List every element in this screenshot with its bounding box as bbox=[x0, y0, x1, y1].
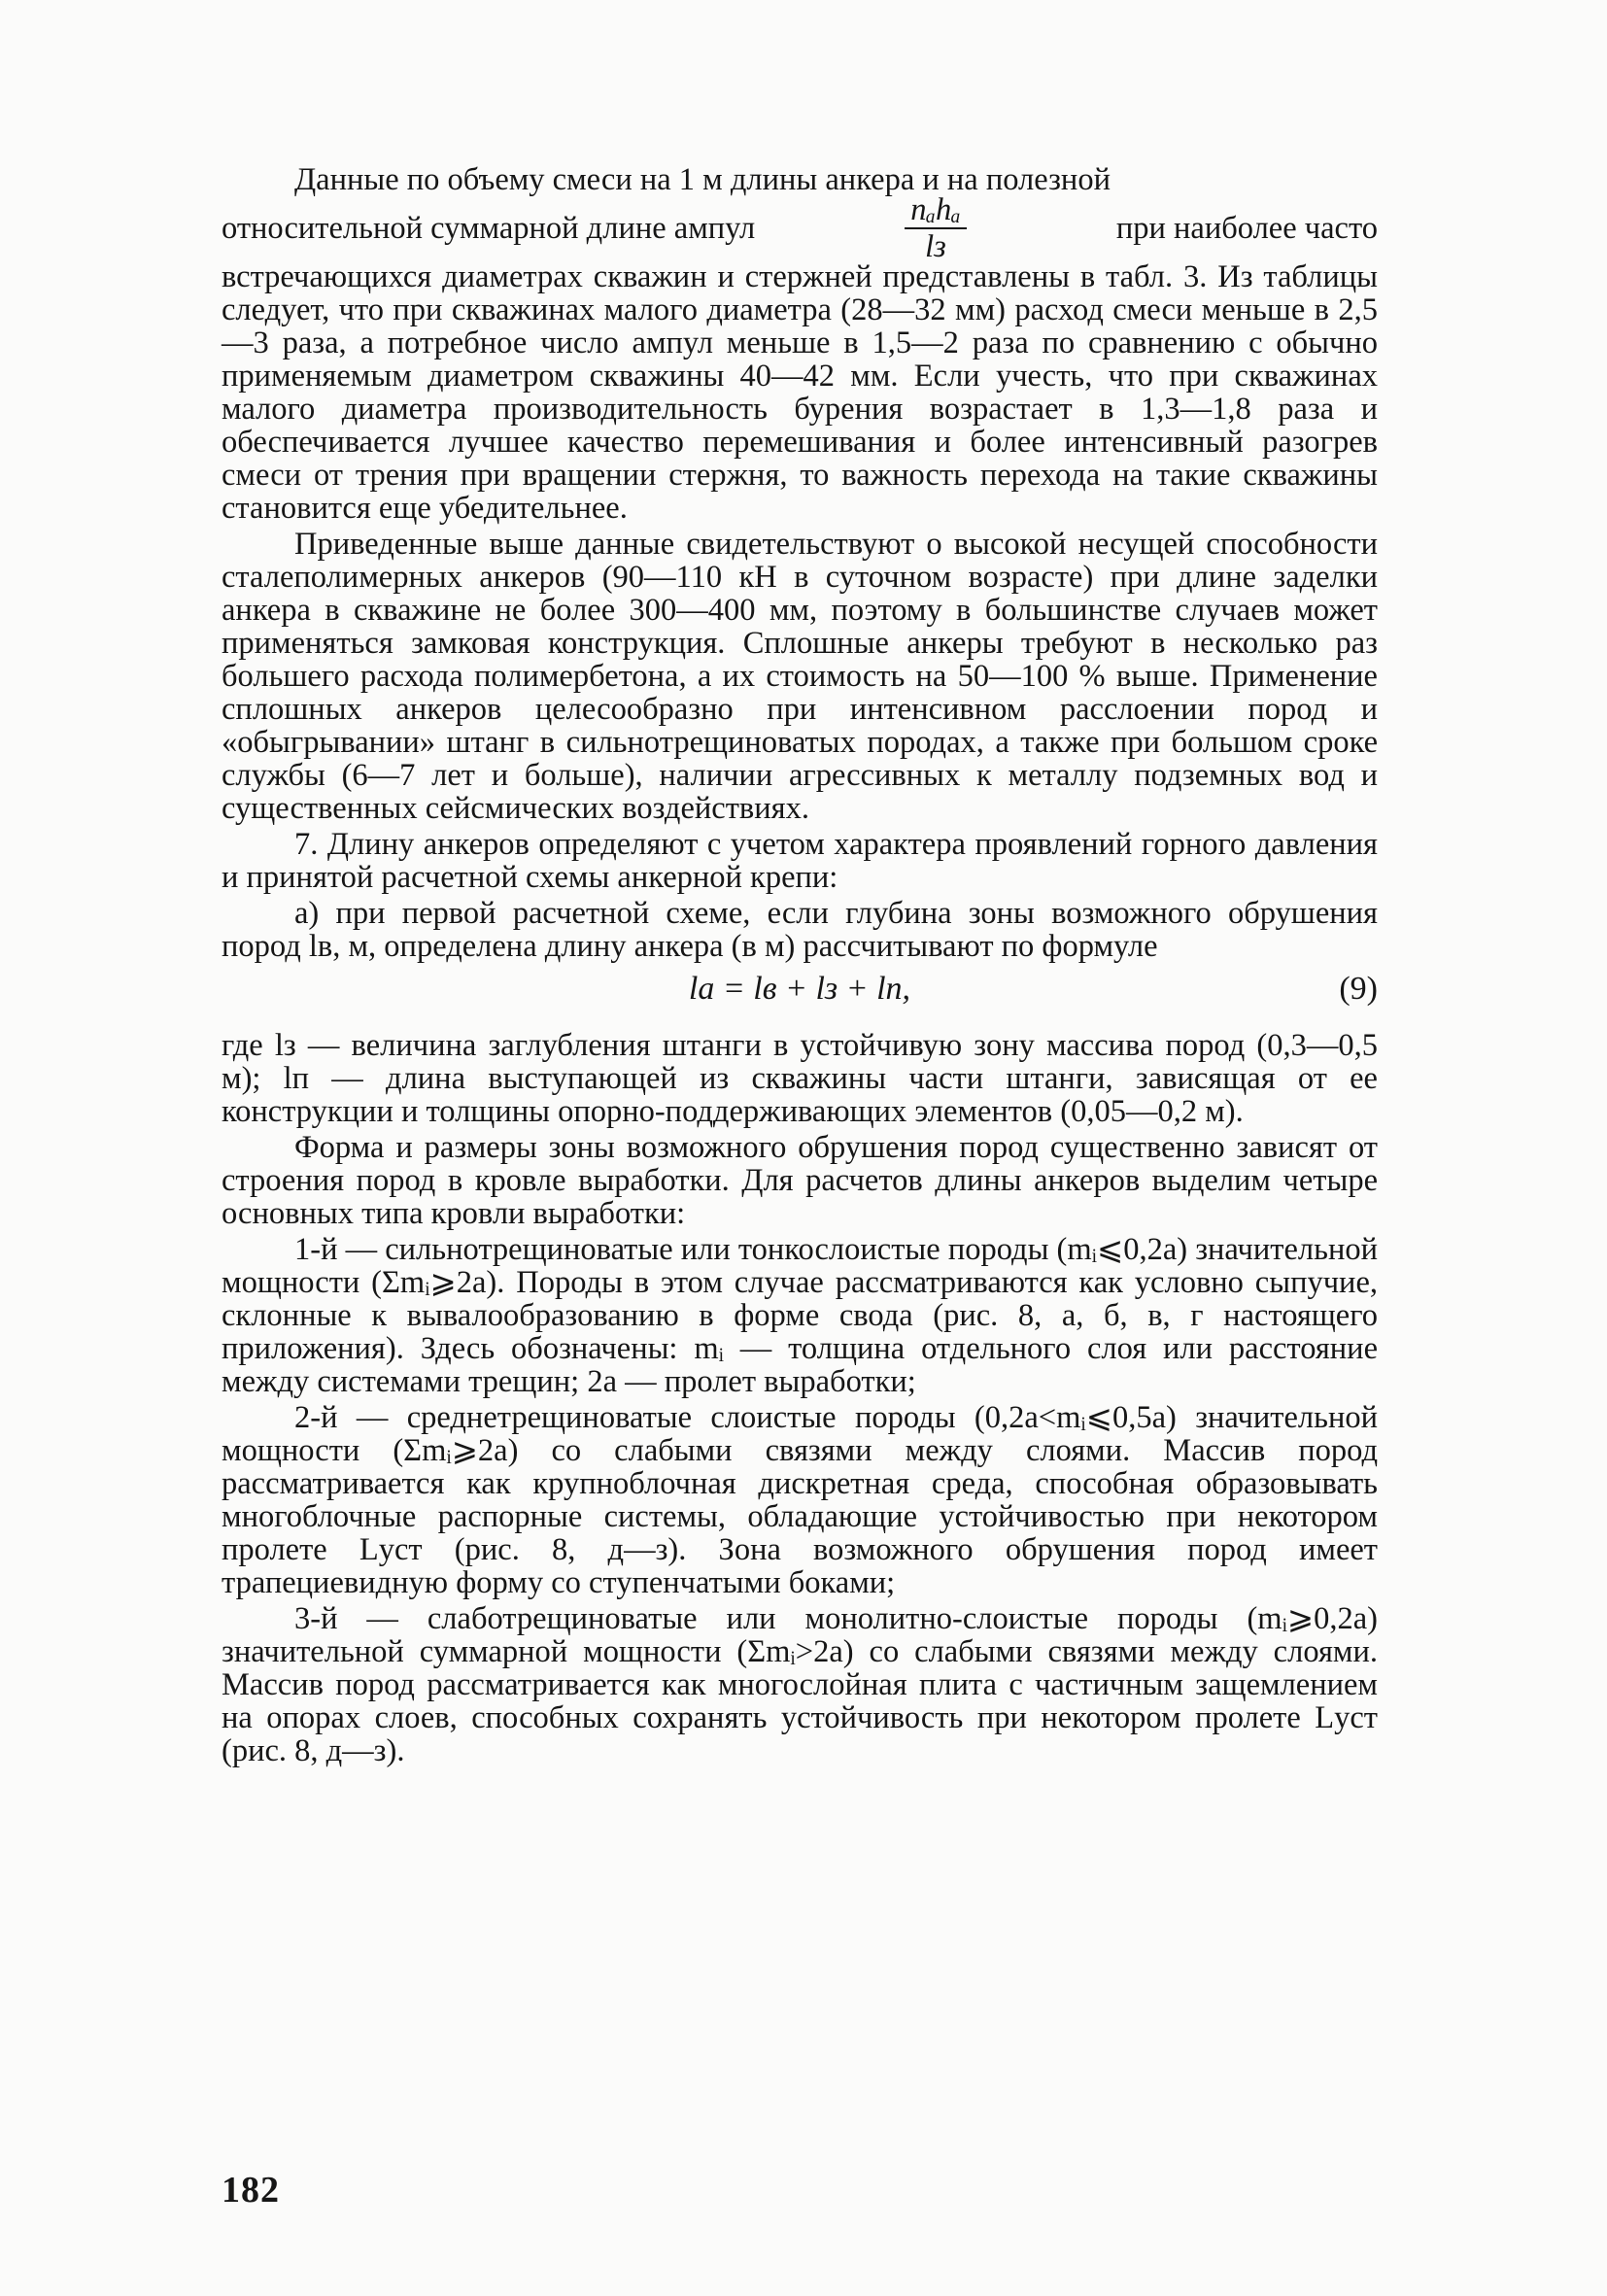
paragraph-1-line-1: Данные по объему смеси на 1 м длины анкера и на полезной bbox=[294, 162, 1111, 197]
paragraph-6: Форма и размеры зоны возможного обрушения пород существенно зависят от строения пород в кровле выработки. Для расчетов длины анкеров выделим четыре основных типа кровли выработки: bbox=[222, 1130, 1378, 1231]
formula-row bbox=[222, 973, 1378, 1017]
paragraph-4: а) при первой расчетной схеме, если глубина зоны возможного обрушения пород lв, м, определена длину анкера (в м) рассчитывают по формуле bbox=[222, 896, 1378, 964]
ampoule-length-fraction bbox=[905, 192, 967, 264]
paragraph-8: 2-й — среднетрещиноватые слоистые породы (0,2a<mᵢ⩽0,5a) значительной мощности (Σmᵢ⩾2a) со слабыми связями между слоями. Массив пород рассматривается как крупноблочная дискретная среда, способная образовывать многоблочные распорные системы, обладающие устойчивостью при некотором пролете Lуст (рис. 8, д—з). Зона возможного обрушения пород имеет трапециевидную форму со ступенчатыми боками; bbox=[222, 1400, 1378, 1600]
paragraph-1-text-after-fraction: при наиболее часто bbox=[1115, 211, 1378, 246]
fraction-numerator: nₐhₐ bbox=[905, 192, 967, 229]
page-number: 182 bbox=[222, 2170, 280, 2210]
text-body bbox=[222, 163, 1378, 1767]
paragraph-9: 3-й — слаботрещиноватые или монолитно-слоистые породы (mᵢ⩾0,2a) значительной суммарной мощности (Σmᵢ>2a) со слабыми связями между слоями. Массив пород рассматривается как многослойная плита с частичным защемлением на опорах слоев, способных сохранять устойчивость при некотором пролете Lуст (рис. 8, д—з). bbox=[222, 1601, 1378, 1768]
paragraph-3: 7. Длину анкеров определяют с учетом характера проявлений горного давления и принятой расчетной схемы анкерной крепи: bbox=[222, 827, 1378, 895]
formula-number: (9) bbox=[1339, 971, 1378, 1007]
paragraph-1-text-before-fraction: относительной суммарной длине ампул bbox=[222, 211, 756, 246]
paragraph-1-line-2 bbox=[222, 192, 1378, 264]
fraction-denominator: lз bbox=[925, 229, 946, 264]
anchor-length-formula: lа = lв + lз + lп, bbox=[688, 971, 911, 1007]
paragraph-5: где lз — величина заглубления штанги в устойчивую зону массива пород (0,3—0,5 м); lп — длина выступающей из скважины части штанги, зависящая от ее конструкции и толщины опорно-поддерживающих элементов (0,05—0,2 м). bbox=[222, 1028, 1378, 1129]
paragraph-1-rest: встречающихся диаметрах скважин и стержней представлены в табл. 3. Из таблицы следует, что при скважинах малого диаметра (28—32 мм) расход смеси меньше в 2,5—3 раза, а потребное число ампул меньше в 1,5—2 раза по сравнению с обычно применяемым диаметром скважины 40—42 мм. Если учесть, что при скважинах малого диаметра производительность бурения возрастает в 1,3—1,8 раза и обеспечивается лучшее качество перемешивания и более интенсивный разогрев смеси от трения при вращении стержня, то важность перехода на такие скважины становится еще убедительнее. bbox=[222, 259, 1378, 526]
paragraph-2: Приведенные выше данные свидетельствуют о высокой несущей способности сталеполимерных анкеров (90—110 кН в суточном возрасте) при длине заделки анкера в скважине не более 300—400 мм, поэтому в большинстве случаев может применяться замковая конструкция. Сплошные анкеры требуют в несколько раз большего расхода полимербетона, а их стоимость на 50—100 % выше. Применение сплошных анкеров целесообразно при интенсивном расслоении пород и «обыгрывании» штанг в сильнотрещиноватых породах, а также при большом сроке службы (6—7 лет и больше), наличии агрессивных к металлу подземных вод и существенных сейсмических воздействиях. bbox=[222, 527, 1378, 826]
paragraph-7: 1-й — сильнотрещиноватые или тонкослоистые породы (mᵢ⩽0,2a) значительной мощности (Σmᵢ⩾2a). Породы в этом случае рассматриваются как условно сыпучие, склонные к вывалообразованию в форме свода (рис. 8, а, б, в, г настоящего приложения). Здесь обозначены: mᵢ — толщина отдельного слоя или расстояние между системами трещин; 2a — пролет выработки; bbox=[222, 1232, 1378, 1399]
